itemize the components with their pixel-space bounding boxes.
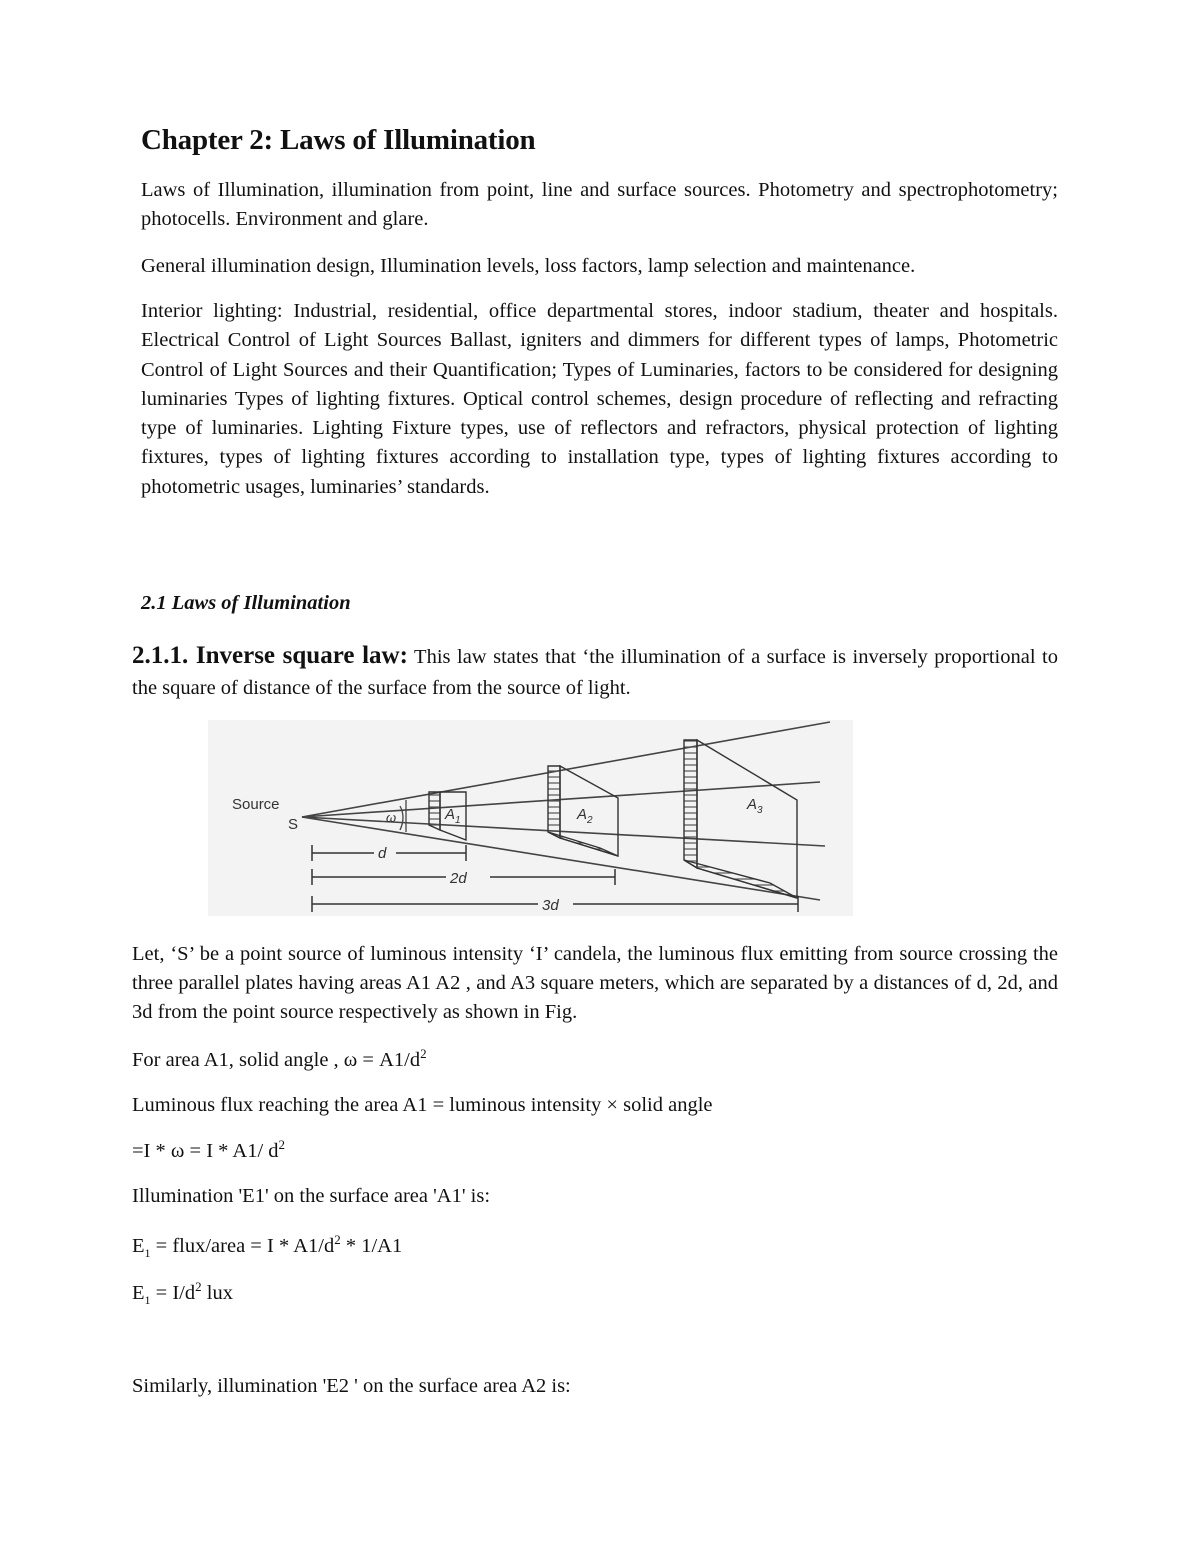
area-label-a3: $A_3$ <box>747 796 763 816</box>
illumination-e1-statement: Illumination 'E1' on the surface area 'A1' is: <box>132 1185 491 1207</box>
let-paragraph: Let, ‘S’ be a point source of luminous intensity ‘I’ candela, the luminous flux emitting from source crossing the three parallel plates having areas A1 A2 , and A3 square meters, which are separated by a distances of d, 2d, and 3d from the point source respectively as shown in Fig. <box>132 943 1058 1023</box>
chapter-title: Chapter 2: Laws of Illumination <box>141 124 536 156</box>
area-label-a2: $A_2$ <box>577 806 593 826</box>
equation-e1-derivation: $E_1$ = flux/area = I * $A1/d^2 * 1/A1$ <box>132 1232 403 1261</box>
intro-paragraph-2: General illumination design, Illumination levels, loss factors, lamp selection and maintenance. <box>141 255 916 277</box>
intro-paragraph-3: Interior lighting: Industrial, residential, office departmental stores, indoor stadium, theater and hospitals. Electrical Control of Light Sources Ballast, igniters and dimmers for different types of lamps, Photometric Control of Light Sources and their Quantification; Types of Luminaries, factors to be considered for designing luminaries Types of lighting fixtures. Optical control schemes, design procedure of reflecting and refracting type of luminaries. Lighting Fixture types, use of reflectors and refractors, physical protection of lighting fixtures, types of lighting fixtures according to installation type, types of lighting fixtures according to photometric usages, luminaries’ standards. <box>141 300 1058 498</box>
source-label: Source <box>232 796 280 813</box>
equation-solid-angle: For area A1, solid angle , $\omega = A1/d^2$ <box>132 1046 427 1071</box>
source-symbol: S <box>288 816 299 833</box>
inverse-square-law-figure <box>200 708 860 918</box>
distance-label-2d: 2d <box>450 870 467 887</box>
inverse-square-law-paragraph <box>132 640 1058 704</box>
intro-paragraph-1: Laws of Illumination, illumination from point, line and surface sources. Photometry and spectrophotometry; photocells. Environment and glare. <box>141 179 1058 231</box>
distance-label-d: d <box>378 845 387 862</box>
section-heading: 2.1 Laws of Illumination <box>141 592 351 614</box>
area-label-a1: $A_1$ <box>445 806 461 826</box>
angle-label: ω <box>386 810 397 825</box>
equation-luminous-flux: Luminous flux reaching the area A1 = luminous intensity × solid angle <box>132 1094 713 1116</box>
law-number: 2.1.1. Inverse square law: <box>132 642 408 669</box>
illumination-e2-statement: Similarly, illumination 'E2 ' on the surface area A2 is: <box>132 1375 571 1397</box>
law-statement: This law states that ‘the illumination of a surface is inversely proportional to the square of distance of the surface from the source of light. <box>132 646 1058 699</box>
equation-e1-result: $E_1 = I/d^2$ lux <box>132 1279 233 1308</box>
distance-label-3d: 3d <box>542 897 559 914</box>
equation-flux-value: =I * ω = I * A1/ $d^2$ <box>132 1137 286 1162</box>
